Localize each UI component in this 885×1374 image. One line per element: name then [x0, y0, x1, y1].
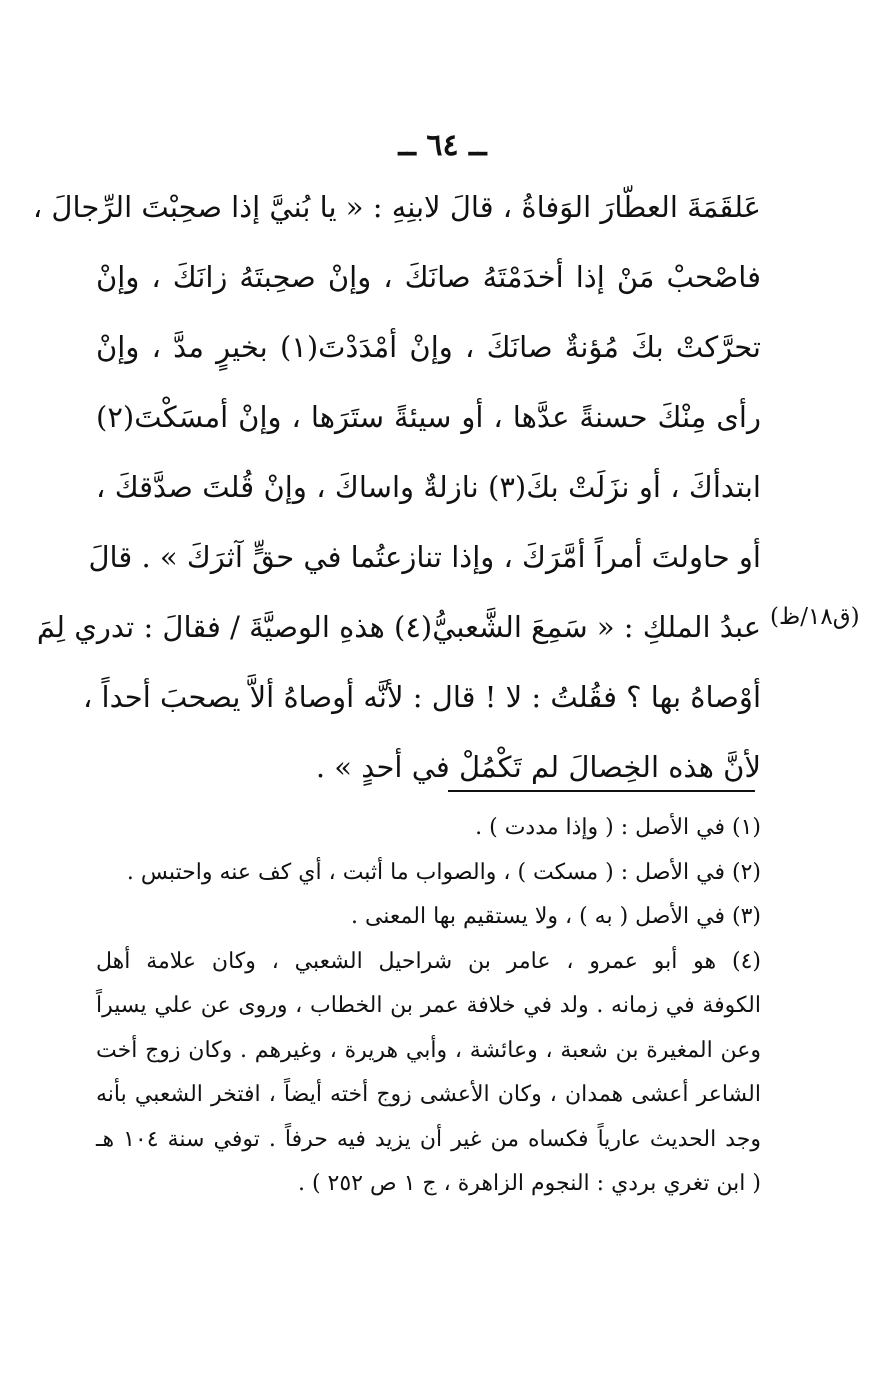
main-text-line: تحرَّكتْ بكَ مُؤنةٌ صانَكَ ، وإنْ أمْدَدْتَ(١) بخيرٍ مدَّ ، وإنْ — [96, 330, 761, 364]
footnote-line: الكوفة في زمانه . ولد في خلافة عمر بن الخطاب ، وروى عن علي يسيراً — [96, 993, 761, 1018]
footnotes — [96, 806, 761, 1207]
footnote-line: (٣) في الأصل ( به ) ، ولا يستقيم بها المعنى . — [350, 904, 761, 929]
footnote-line: وجد الحديث عارياً فكساه من غير أن يزيد فيه حرفاً . توفي سنة ١٠٤ هـ — [96, 1126, 761, 1152]
footnote-line: (١) في الأصل : ( وإذا مددت ) . — [475, 815, 761, 840]
footnote-line: (٤) هو أبو عمرو ، عامر بن شراحيل الشعبي ، وكان علامة أهل — [96, 948, 761, 974]
main-text — [32, 172, 761, 802]
manuscript-folio-note: (ق١٨/ظ) — [770, 604, 860, 630]
page-number: ــ ٦٤ ــ — [398, 128, 487, 163]
footnote-divider — [448, 790, 755, 792]
footnote-line: ( ابن تغري بردي : النجوم الزاهرة ، ج ١ ص ٢٥٢ ) . — [297, 1171, 761, 1196]
main-text-line: رأى مِنْكَ حسنةً عدَّها ، أو سيئةً ستَرَها ، وإنْ أمسَكْتَ(٢) — [96, 400, 761, 434]
main-text-line: أو حاولتَ أمراً أمَّرَكَ ، وإذا تنازعتُما في حقٍّ آثرَكَ » . قالَ — [88, 540, 761, 574]
main-text-line: أوْصاهُ بها ؟ فقُلتُ : لا ! قال : لأنَّه أوصاهُ ألاَّ يصحبَ أحداً ، — [82, 680, 761, 714]
main-text-line: ابتدأكَ ، أو نزَلَتْ بكَ(٣) نازلةٌ واساكَ ، وإنْ قُلتَ صدَّقكَ ، — [96, 470, 761, 504]
main-text-line: عبدُ الملكِ : « سَمِعَ الشَّعبيُّ(٤) هذهِ الوصيَّةَ / فقالَ : تدري لِمَ — [36, 610, 761, 644]
footnote-line: الشاعر أعشى همدان ، وكان الأعشى زوج أخته أيضاً ، افتخر الشعبي بأنه — [96, 1082, 761, 1107]
main-text-line: لأنَّ هذه الخِصالَ لم تَكْمُلْ في أحدٍ » . — [315, 750, 761, 784]
main-text-line: فاصْحبْ مَنْ إذا أخدَمْتَهُ صانَكَ ، وإنْ صحِبتَهُ زانَكَ ، وإنْ — [96, 260, 761, 294]
footnote-line: (٢) في الأصل : ( مسكت ) ، والصواب ما أثبت ، أي كف عنه واحتبس . — [126, 859, 761, 885]
footnote-line: وعن المغيرة بن شعبة ، وعائشة ، وأبي هريرة ، وغيرهم . وكان زوج أخت — [96, 1037, 761, 1063]
main-text-line: عَلقَمَةَ العطّارَ الوَفاةُ ، قالَ لابنِهِ : « يا بُنيَّ إذا صحِبْتَ الرِّجالَ ، — [32, 190, 761, 224]
